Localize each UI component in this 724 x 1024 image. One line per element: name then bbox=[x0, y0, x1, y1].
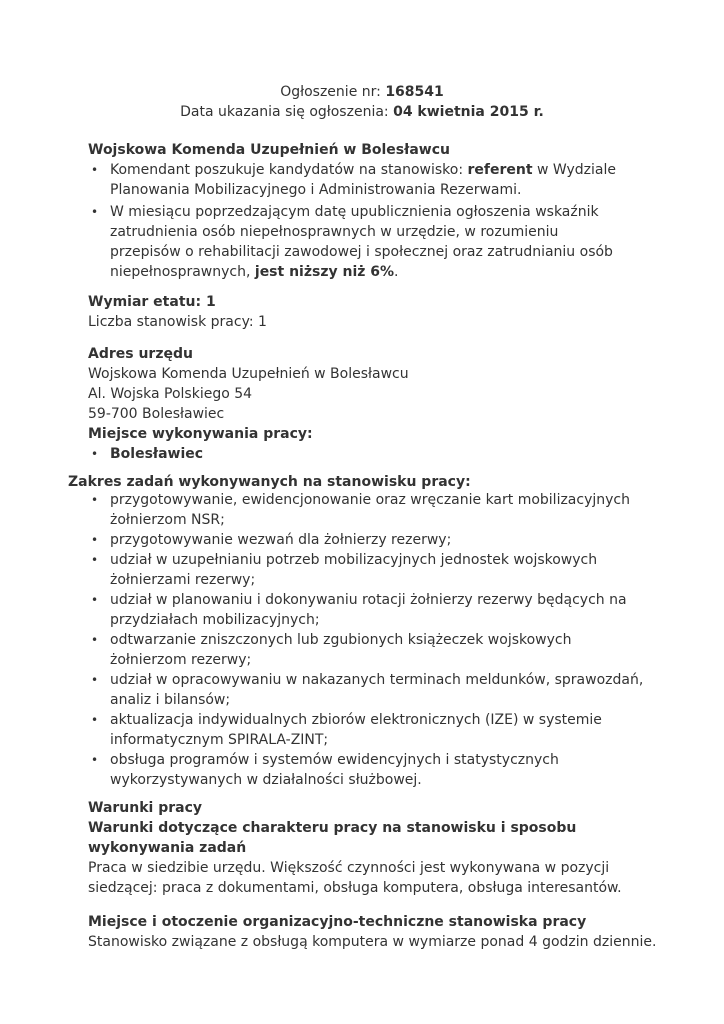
bullet-icon: • bbox=[91, 447, 99, 461]
liczba-stanowisk: Liczba stanowisk pracy: 1 bbox=[88, 314, 267, 330]
bullet-icon: • bbox=[91, 553, 99, 567]
date-label: Data ukazania się ogłoszenia: bbox=[180, 104, 394, 120]
announcement-date-line bbox=[0, 102, 724, 122]
list-item: • Komendant poszukuje kandydatów na stanowisko: referent w Wydziale Planowania Mobilizacyjnego i Administrowania Rezerwami. bbox=[91, 162, 617, 198]
address-section bbox=[88, 344, 648, 424]
duty-list-item bbox=[88, 530, 648, 550]
conditions-heading: Warunki pracy bbox=[88, 800, 203, 816]
duty-text: udział w uzupełnianiu potrzeb mobilizacyjnych jednostek wojskowych żołnierzami rezerwy; bbox=[110, 552, 598, 588]
bullet-icon: • bbox=[91, 713, 99, 727]
duty-text: udział w planowaniu i dokonywaniu rotacji żołnierzy rezerwy będących na przydziałach mobilizacyjnych; bbox=[110, 592, 627, 628]
bullet-icon: • bbox=[91, 205, 99, 219]
list-item: • Bolesławiec bbox=[91, 446, 204, 462]
employer-name: Wojskowa Komenda Uzupełnień w Bolesławcu bbox=[88, 142, 450, 158]
duty-list-item bbox=[88, 590, 648, 630]
bullet-icon: • bbox=[91, 633, 99, 647]
date-value: 04 kwietnia 2015 r. bbox=[393, 104, 544, 120]
duty-text: aktualizacja indywidualnych zbiorów elektronicznych (IZE) w systemie informatycznym SPIRALA-ZINT; bbox=[110, 712, 602, 748]
bullet-icon: • bbox=[91, 533, 99, 547]
place-heading: Miejsce wykonywania pracy: bbox=[88, 426, 313, 442]
bullet-icon: • bbox=[91, 163, 99, 177]
address-line-1: Wojskowa Komenda Uzupełnień w Bolesławcu bbox=[88, 366, 409, 382]
duty-list-item bbox=[88, 670, 648, 710]
place-section bbox=[88, 424, 648, 464]
employer-bullets bbox=[88, 160, 628, 282]
duty-text: obsługa programów i systemów ewidencyjnych i statystycznych wykorzystywanych w działalności służbowej. bbox=[110, 752, 559, 788]
duty-text: udział w opracowywaniu w nakazanych terminach meldunków, sprawozdań, analiz i bilansów; bbox=[110, 672, 644, 708]
bullet-icon: • bbox=[91, 673, 99, 687]
duties-heading: Zakres zadań wykonywanych na stanowisku pracy: bbox=[68, 474, 471, 490]
conditions-text: Praca w siedzibie urzędu. Większość czynności jest wykonywana w pozycji siedzącej: praca z dokumentami, obsługa komputera, obsługa interesantów. bbox=[88, 860, 622, 896]
conditions-section bbox=[88, 798, 648, 898]
list-item: • W miesiącu poprzedzającym datę upublicznienia ogłoszenia wskaźnik zatrudnienia osób niepełnosprawnych w urzędzie, w rozumieniu przepisów o rehabilitacji zawodowej i społecznej oraz zatrudnianiu osób niepełnosprawnych, jest niższy niż 6%. bbox=[91, 204, 613, 280]
conditions-subheading: Warunki dotyczące charakteru pracy na stanowisku i sposobu wykonywania zadań bbox=[88, 820, 577, 856]
duty-list-item bbox=[88, 490, 648, 530]
environment-heading: Miejsce i otoczenie organizacyjno-techniczne stanowiska pracy bbox=[88, 914, 587, 930]
duty-text: odtwarzanie zniszczonych lub zgubionych książeczek wojskowych żołnierzom rezerwy; bbox=[110, 632, 572, 668]
bullet-icon: • bbox=[91, 593, 99, 607]
duty-text: przygotowywanie, ewidencjonowanie oraz wręczanie kart mobilizacyjnych żołnierzom NSR; bbox=[110, 492, 630, 528]
duty-list-item bbox=[88, 710, 648, 750]
duties-list bbox=[88, 490, 648, 790]
duty-list-item bbox=[88, 750, 648, 790]
duty-text: przygotowywanie wezwań dla żołnierzy rezerwy; bbox=[110, 532, 452, 548]
address-line-3: 59-700 Bolesławiec bbox=[88, 406, 225, 422]
place-list bbox=[88, 444, 648, 464]
announcement-number: 168541 bbox=[385, 84, 444, 100]
bullet-icon: • bbox=[91, 493, 99, 507]
announcement-number-line bbox=[0, 82, 724, 102]
duty-list-item bbox=[88, 550, 648, 590]
duty-list-item bbox=[88, 630, 648, 670]
wymiar-etatu: Wymiar etatu: 1 bbox=[88, 294, 216, 310]
duties-section bbox=[88, 490, 648, 790]
announcement-label: Ogłoszenie nr: bbox=[280, 84, 386, 100]
address-heading: Adres urzędu bbox=[88, 346, 193, 362]
environment-text: Stanowisko związane z obsługą komputera w wymiarze ponad 4 godzin dziennie. bbox=[88, 934, 657, 950]
employer-section bbox=[88, 140, 628, 282]
employment-section bbox=[88, 292, 648, 332]
bullet-icon: • bbox=[91, 753, 99, 767]
environment-section bbox=[88, 912, 688, 952]
address-line-2: Al. Wojska Polskiego 54 bbox=[88, 386, 253, 402]
